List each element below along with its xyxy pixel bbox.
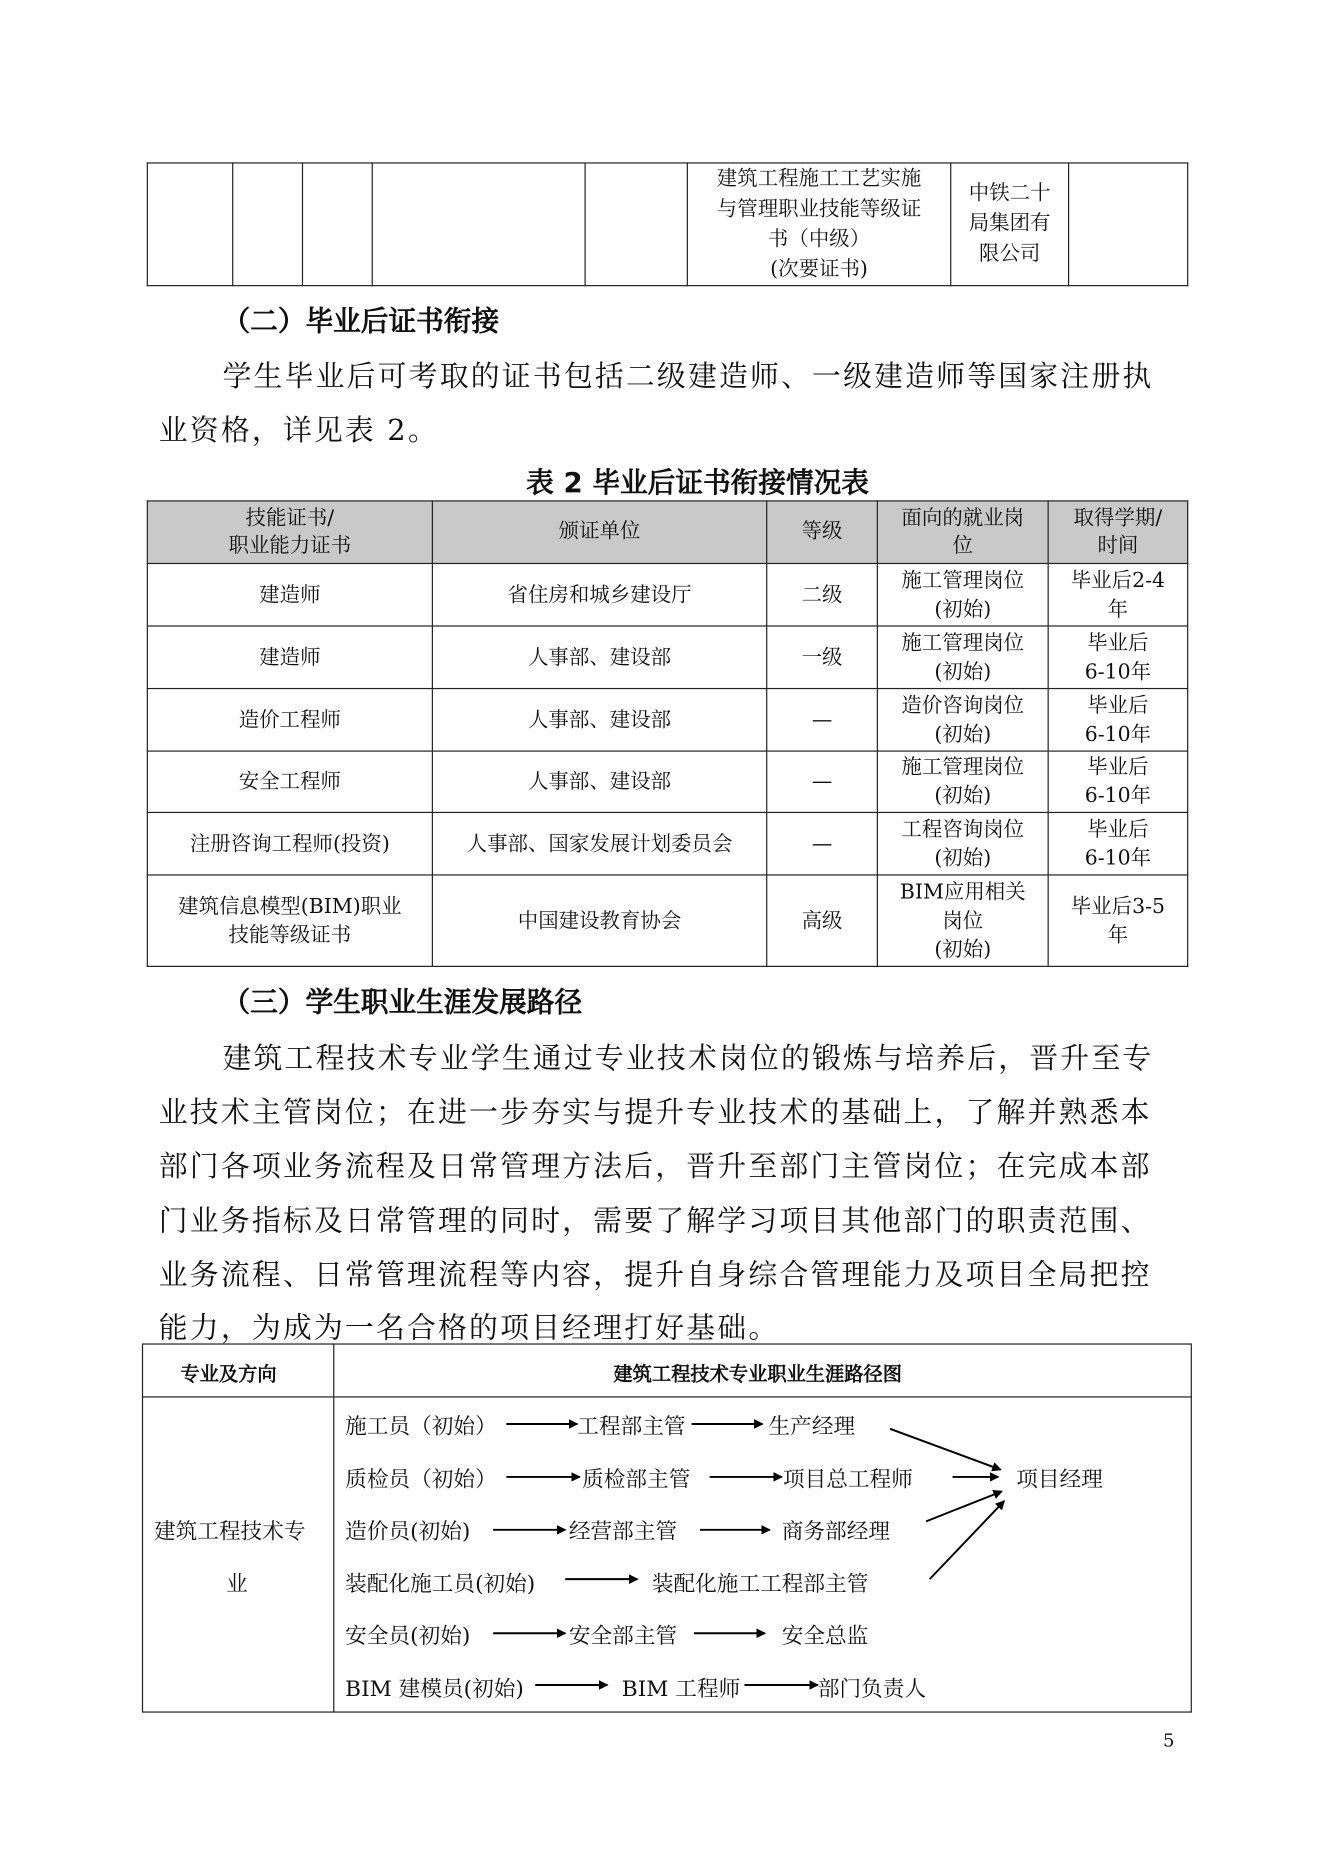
section-heading: （三）学生职业生涯发展路径	[222, 987, 583, 1019]
arrow-icon	[890, 1429, 1001, 1470]
text-line: 技能证书/	[245, 505, 335, 530]
text-line: 6-10年	[1084, 659, 1152, 684]
paragraph-line: 学生毕业后可考取的证书包括二级建造师、一级建造师等国家注册执	[222, 359, 1154, 394]
text-line: 面向的就业岗	[901, 505, 1025, 530]
text-line: 限公司	[978, 241, 1041, 266]
path-node: 项目总工程师	[782, 1467, 913, 1493]
text-line: 与管理职业技能等级证	[716, 196, 922, 221]
text-line: (初始)	[934, 784, 992, 809]
text-line: 造价咨询岗位	[901, 693, 1025, 718]
text-line: 毕业后	[1087, 817, 1149, 842]
text-line: 工程咨询岗位	[901, 817, 1025, 842]
path-node: 质检部主管	[582, 1467, 691, 1493]
text-line: 安全工程师	[238, 769, 341, 794]
text-line: 位	[952, 533, 973, 558]
arrow-icon	[930, 1501, 1005, 1579]
path-node: 商务部经理	[781, 1519, 890, 1545]
text-line: (初始)	[934, 597, 992, 622]
text-line: 注册咨询工程师(投资)	[189, 831, 390, 856]
issuer-cell: 人事部、建设部	[432, 751, 766, 812]
path-node: 装配化施工工程部主管	[651, 1571, 869, 1598]
path-node: BIM 工程师	[621, 1676, 741, 1702]
path-node: 造价员(初始)	[345, 1519, 471, 1545]
text-line: (初始)	[934, 846, 992, 871]
table-caption: 表 2 毕业后证书衔接情况表	[526, 467, 869, 500]
path-node: 安全部主管	[568, 1623, 678, 1649]
text-line: 毕业后3-5	[1070, 894, 1166, 919]
text-line: 等级	[801, 519, 843, 544]
issuer-cell: 中国建设教育协会	[432, 875, 766, 966]
level-cell: 高级	[767, 875, 878, 966]
text-line: 毕业后	[1087, 630, 1149, 655]
text-line: 年	[1107, 923, 1129, 948]
text-line: (初始)	[934, 722, 992, 747]
issuer-cell: 人事部、国家发展计划委员会	[432, 812, 766, 875]
text-line: 施工管理岗位	[901, 630, 1025, 655]
text-line: 建筑信息模型(BIM)职业	[178, 894, 402, 919]
level-cell: —	[767, 689, 878, 752]
major-label: 建筑工程技术专	[153, 1519, 306, 1545]
target-node: 项目经理	[1016, 1467, 1103, 1493]
text-line: 毕业后	[1087, 755, 1149, 780]
arrow-icon	[926, 1491, 1002, 1521]
level-cell: —	[767, 812, 878, 875]
path-node: BIM 建模员(初始)	[345, 1676, 524, 1702]
issuer-cell: 人事部、建设部	[432, 689, 766, 752]
text-line: 6-10年	[1084, 784, 1152, 809]
path-node: 工程部主管	[577, 1414, 686, 1440]
text-line: 局集团有	[968, 211, 1051, 236]
path-node: 部门负责人	[817, 1676, 927, 1702]
paragraph-line: 部门各项业务流程及日常管理方法后，晋升至部门主管岗位；在完成本部	[158, 1149, 1152, 1184]
section-heading: （二）毕业后证书衔接	[222, 306, 500, 338]
level-cell: 二级	[767, 563, 878, 626]
text-line: (初始)	[934, 659, 992, 684]
paragraph-line: 能力，为成为一名合格的项目经理打好基础。	[158, 1310, 780, 1345]
paragraph-line: 建筑工程技术专业学生通过专业技术岗位的锻炼与培养后，晋升至专	[222, 1041, 1154, 1076]
text-line: 取得学期/	[1073, 505, 1163, 530]
text-line: 职业能力证书	[228, 533, 352, 558]
text-line: 毕业后2-4	[1070, 568, 1166, 593]
path-node: 装配化施工员(初始)	[345, 1571, 536, 1598]
header-path-diagram: 建筑工程技术专业职业生涯路径图	[613, 1362, 903, 1386]
text-line: BIM应用相关	[899, 879, 1026, 904]
text-line: 毕业后	[1087, 693, 1149, 718]
header-major: 专业及方向	[180, 1362, 277, 1386]
text-line: 时间	[1097, 533, 1139, 558]
major-label: 业	[226, 1571, 248, 1598]
page-number: 5	[1163, 1729, 1175, 1752]
text-line: 岗位	[942, 908, 984, 933]
text-line: 中铁二十	[968, 181, 1051, 206]
text-line: 6-10年	[1084, 722, 1152, 747]
path-node: 生产经理	[768, 1414, 856, 1440]
text-line: 6-10年	[1084, 846, 1152, 871]
path-node: 经营部主管	[568, 1519, 678, 1545]
text-line: 造价工程师	[238, 707, 341, 732]
paragraph-line: 业技术主管岗位；在进一步夯实与提升专业技术的基础上，了解并熟悉本	[158, 1095, 1152, 1130]
text-line: (初始)	[934, 937, 992, 962]
text-line: (次要证书)	[770, 256, 868, 281]
level-cell: —	[767, 751, 878, 812]
paragraph-line: 门业务指标及日常管理的同时，需要了解学习项目其他部门的职责范围、	[158, 1203, 1152, 1238]
level-cell: 一级	[767, 626, 878, 689]
path-node: 质检员（初始）	[345, 1467, 497, 1493]
text-line: 技能等级证书	[228, 923, 352, 948]
path-node: 安全总监	[781, 1623, 869, 1649]
text-line: 施工管理岗位	[901, 568, 1025, 593]
path-node: 安全员(初始)	[345, 1623, 471, 1649]
text-line: 年	[1107, 597, 1129, 622]
text-line: 建筑工程施工工艺实施	[716, 166, 922, 191]
issuer-cell: 省住房和城乡建设厅	[432, 563, 766, 626]
text-line: 书（中级）	[767, 226, 871, 251]
path-node: 施工员（初始）	[345, 1414, 497, 1440]
text-line: 建造师	[259, 582, 321, 607]
paragraph-line: 业务流程、日常管理流程等内容，提升自身综合管理能力及项目全局把控	[158, 1258, 1152, 1292]
paragraph-line: 业资格，详见表 2。	[158, 413, 439, 448]
text-line: 颁证单位	[558, 519, 641, 544]
text-line: 施工管理岗位	[901, 755, 1025, 780]
text-line: 建造师	[259, 645, 321, 670]
issuer-cell: 人事部、建设部	[432, 626, 766, 689]
